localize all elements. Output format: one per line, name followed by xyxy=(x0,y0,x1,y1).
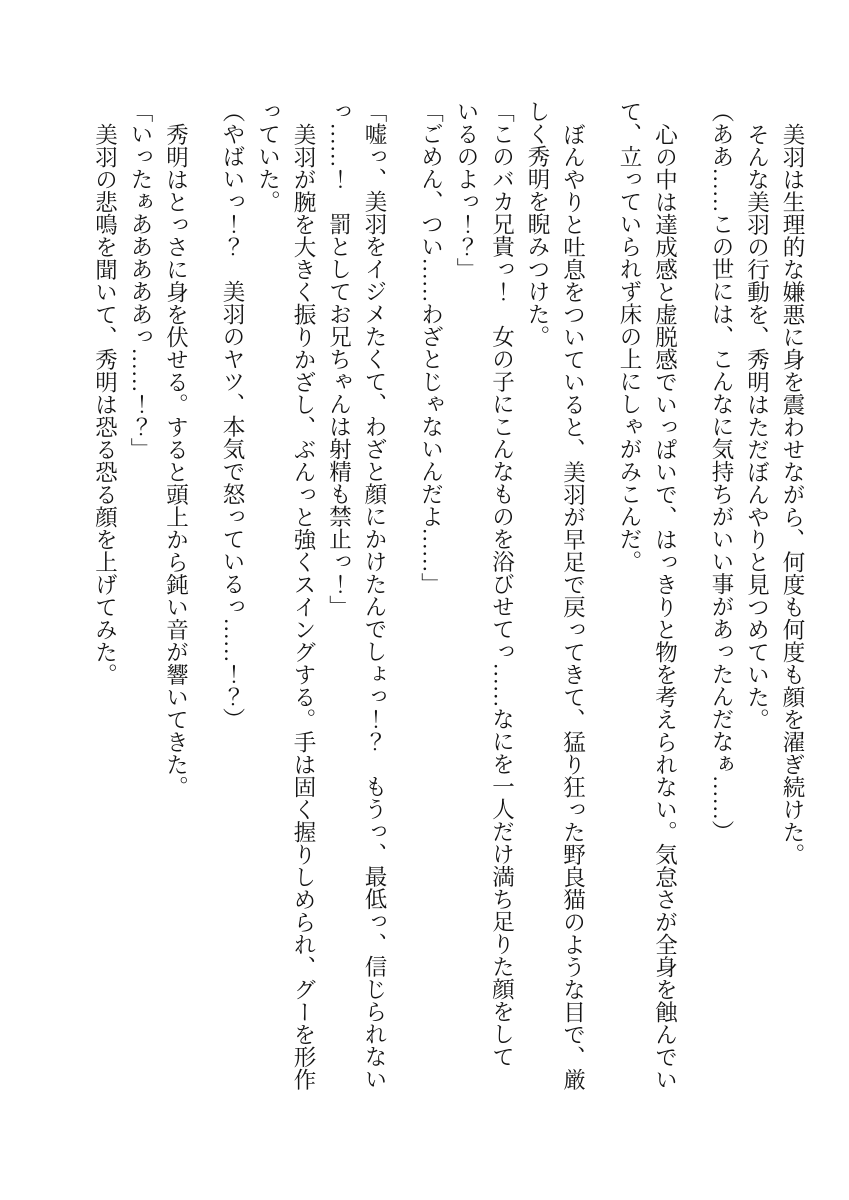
text-line: っ……！ 罰としてお兄ちゃんは射精も禁止っ！」 xyxy=(326,100,352,618)
text-line: 美羽の悲鳴を聞いて、秀明は恐る恐る顔を上げてみた。 xyxy=(92,122,118,685)
text-line: そんな美羽の行動を、秀明はただぼんやりと見つめていた。 xyxy=(744,122,770,730)
text-line: っていた。 xyxy=(255,100,281,213)
text-line: 美羽が腕を大きく振りかざし、ぶんっと強くスイングする。手は固く握りしめられ、グーを形作 xyxy=(291,122,316,1090)
text-line: （ああ……この世には、こんなに気持ちがいい事があったんだなぁ……） xyxy=(709,100,734,843)
text-line: 心の中は達成感と虚脱感でいっぱいで、はっきりと物を考えられない。気怠さが全身を蝕んでい xyxy=(652,122,678,1090)
text-line: 「いったぁあああああっ……！？」 xyxy=(128,100,153,460)
text-line: 秀明はとっさに身を伏せる。すると頭上から鈍い音が響いてきた。 xyxy=(163,122,189,798)
text-line: 「このバカ兄貴っ！ 女の子にこんなものを浴びせてっ……なにを一人だけ満ち足りた顔をして xyxy=(489,100,515,1068)
text-line: しく秀明を睨みつけた。 xyxy=(525,100,550,348)
text-line: いるのよっ！？」 xyxy=(454,100,479,280)
text-line: 「ごめん、つい……わざとじゃないんだよ……」 xyxy=(418,100,444,595)
text-line: 美羽は生理的な嫌悪に身を震わせながら、何度も何度も顔を濯ぎ続けた。 xyxy=(780,122,805,865)
text-line: 「嘘っ、美羽をイジメたくて、わざと顔にかけたんでしょっ！？ もうっ、最低っ、信じられない xyxy=(362,100,387,1090)
text-line: て、立っていられず床の上にしゃがみこんだ。 xyxy=(617,100,642,573)
novel-text xyxy=(93,100,803,1110)
text-line: ぼんやりと吐息をついていると、美羽が早足で戻ってきて、猛り狂った野良猫のような目で、厳 xyxy=(560,122,586,1090)
text-line: （やばいっ！？ 美羽のヤツ、本気で怒っているっ……！？） xyxy=(220,100,245,730)
